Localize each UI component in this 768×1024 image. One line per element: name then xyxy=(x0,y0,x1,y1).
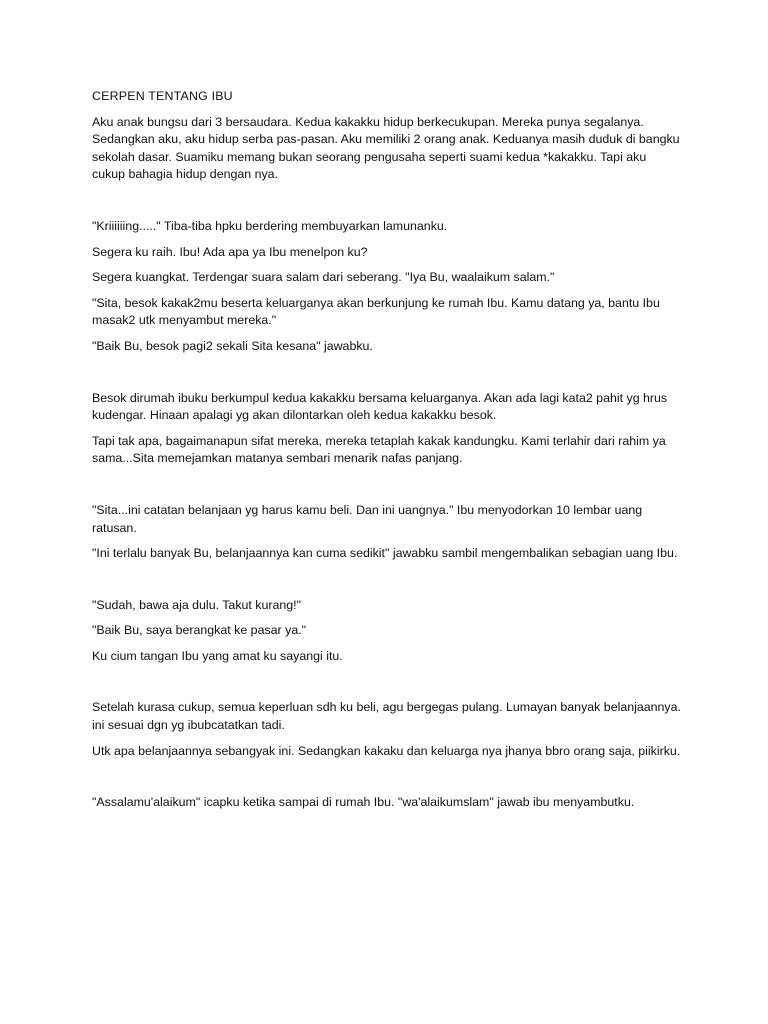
paragraph-1: Aku anak bungsu dari 3 bersaudara. Kedua kakakku hidup berkecukupan. Mereka punya segalanya. Sedangkan aku, aku hidup serba pas-pasan. Aku memiliki 2 orang anak. Keduanya masih duduk di bangku sekolah dasar. Suamiku memang bukan seorang pengusaha seperti suami kedua *kakakku. Tapi aku cukup bahagia hidup dengan nya. xyxy=(92,114,680,182)
paragraph-13: Ku cium tangan Ibu yang amat ku sayangi itu. xyxy=(92,648,343,663)
section-gap xyxy=(92,768,682,794)
paragraph-8: Tapi tak apa, bagaimanapun sifat mereka, mereka tetaplah kakak kandungku. Kami terlahir dari rahim ya sama...Sita memejamkan matanya sembari menarik nafas panjang. xyxy=(92,433,666,466)
section-gap xyxy=(92,192,682,218)
paragraph-10: "Ini terlalu banyak Bu, belanjaannya kan cuma sedikit" jawabku sambil mengembalikan sebagian uang Ibu. xyxy=(92,546,678,561)
section-gap xyxy=(92,571,682,597)
paragraph-4: Segera kuangkat. Terdengar suara salam dari seberang. "Iya Bu, waalaikum salam." xyxy=(92,270,555,285)
paragraph-7: Besok dirumah ibuku berkumpul kedua kakakku bersama keluarganya. Akan ada lagi kata2 pahit yg hrus kudengar. Hinaan apalagi yg akan dilontarkan oleh kedua kakakku besok. xyxy=(92,390,668,423)
section-gap xyxy=(92,364,682,390)
section-gap xyxy=(92,476,682,502)
document-title: CERPEN TENTANG IBU xyxy=(92,89,233,103)
paragraph-3: Segera ku raih. Ibu! Ada apa ya Ibu menelpon ku? xyxy=(92,244,368,259)
paragraph-11: "Sudah, bawa aja dulu. Takut kurang!" xyxy=(92,597,302,612)
paragraph-12: "Baik Bu, saya berangkat ke pasar ya." xyxy=(92,623,307,638)
paragraph-16: "Assalamu'alaikum" icapku ketika sampai di rumah Ibu. "wa'alaikumslam" jawab ibu menyambutku. xyxy=(92,795,635,810)
paragraph-6: "Baik Bu, besok pagi2 sekali Sita kesana" jawabku. xyxy=(92,338,373,353)
paragraph-14: Setelah kurasa cukup, semua keperluan sdh ku beli, agu bergegas pulang. Lumayan banyak belanjaannya. ini sesuai dgn yg ibubcatatkan tadi. xyxy=(92,700,681,733)
paragraph-15: Utk apa belanjaannya sebangyak ini. Sedangkan kakaku dan keluarga nya jhanya bbro orang saja, piikirku. xyxy=(92,743,681,758)
paragraph-2: "Kriiiiiing....." Tiba-tiba hpku berdering membuyarkan lamunanku. xyxy=(92,218,448,233)
paragraph-5: "Sita, besok kakak2mu beserta keluarganya akan berkunjung ke rumah Ibu. Kamu datang ya, bantu Ibu masak2 utk menyambut mereka." xyxy=(92,295,660,328)
document-body xyxy=(92,88,682,820)
section-gap xyxy=(92,673,682,699)
paragraph-9: "Sita...ini catatan belanjaan yg harus kamu beli. Dan ini uangnya." Ibu menyodorkan 10 lembar uang ratusan. xyxy=(92,502,643,535)
